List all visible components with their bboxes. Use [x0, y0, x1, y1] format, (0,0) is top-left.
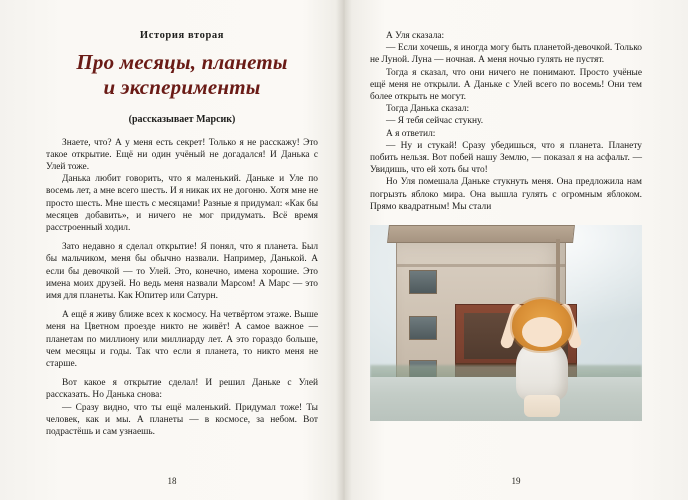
illustration — [370, 225, 642, 421]
paragraph: — Я тебя сейчас стукну. — [386, 116, 484, 127]
paragraph: А ещё я живу ближе всех к космосу. На четвёртом этаже. Выше меня на Цветном проезде никто не живёт! А самое важное — планетам по миллиону или миллиарду лет. А это гораздо больше, чем месяцы и годы. Так что если я планета, то никто меня не старше. — [46, 310, 318, 369]
girl-figure — [498, 297, 584, 417]
paragraph: А я ответил: — [386, 128, 436, 139]
page-number-left: 18 — [167, 476, 177, 486]
window — [409, 270, 437, 294]
paragraph: А Уля сказала: — [386, 31, 445, 41]
chapter-title-line-2: и эксперименты — [103, 74, 261, 99]
left-page-body — [46, 137, 318, 439]
window — [409, 316, 437, 340]
girl-legs — [524, 395, 560, 417]
narrator-note: (рассказывает Марсик) — [128, 113, 236, 125]
paragraph: Но Уля помешала Даньке стукнуть меня. Она предложила нам погрызть яблоко мира. Она вышла гулять с огромным яблоком. Прямо квадратным! Мы стали — [370, 177, 642, 212]
right-page — [344, 0, 688, 500]
paragraph: Данька любит говорить, что я маленький. Даньке и Уле по восемь лет, а мне всего шесть. И я никак их не догоню. Хотя мне не просто шесть. Мне шесть с месяцами! Разные я придумал: «Как бы месяцев добавить», и ничего не мог придумать. Всё время расстроенный ходил. — [46, 174, 318, 233]
paragraph: — Сразу видно, что ты ещё маленький. Придумал тоже! Ты человек, как и мы. А планеты — в космосе, за небом. Вот подрастёшь и сам узнаешь. — [46, 402, 318, 437]
building-band — [397, 264, 565, 267]
girl-face — [522, 317, 562, 347]
chapter-label: История вторая — [139, 30, 225, 41]
paragraph: Зато недавно я сделал открытие! Я понял, что я планета. Был бы мальчиком, меня бы обычно назвали. Например, Данькой. А если бы девочкой — то Улей. Это, конечно, имена хорошие. Это имена моих друзей. Но ведь меня назвали Марсом! А Марс — это имя для планеты. Как Юпитер или Сатурн. — [46, 242, 318, 301]
paragraph: Тогда я сказал, что они ничего не понимают. Просто учёные ещё меня не открыли. А Даньке с Улей всего по восемь! Они тем более открыть не могут. — [370, 67, 642, 103]
paragraph: — Если хочешь, я иногда могу быть планетой-девочкой. Только не Луной. Луна — ночная. А меня ночью гулять не пустят. — [370, 43, 642, 66]
paragraph: — Ну и стукай! Сразу убедишься, что я планета. Планету побить нельзя. Вот побей нашу Землю, — показал я на асфальт. — Увидишь, что ей хоть бы что! — [370, 140, 642, 176]
paragraph: Знаете, что? А у меня есть секрет! Только я не расскажу! Это такое открытие. Ещё ни один учёный не догадался! И Данька с Улей тоже. — [46, 137, 318, 172]
page-number-right: 19 — [511, 476, 521, 486]
right-page-body — [370, 30, 642, 213]
chapter-title-line-1: Про месяцы, планеты — [76, 50, 288, 74]
building-roof — [387, 225, 575, 243]
chapter-title — [46, 50, 318, 100]
paragraph: Тогда Данька сказал: — [386, 104, 470, 115]
paragraph: Вот какое я открытие сделал! И решил Даньке с Улей рассказать. Но Данька снова: — [46, 378, 318, 401]
